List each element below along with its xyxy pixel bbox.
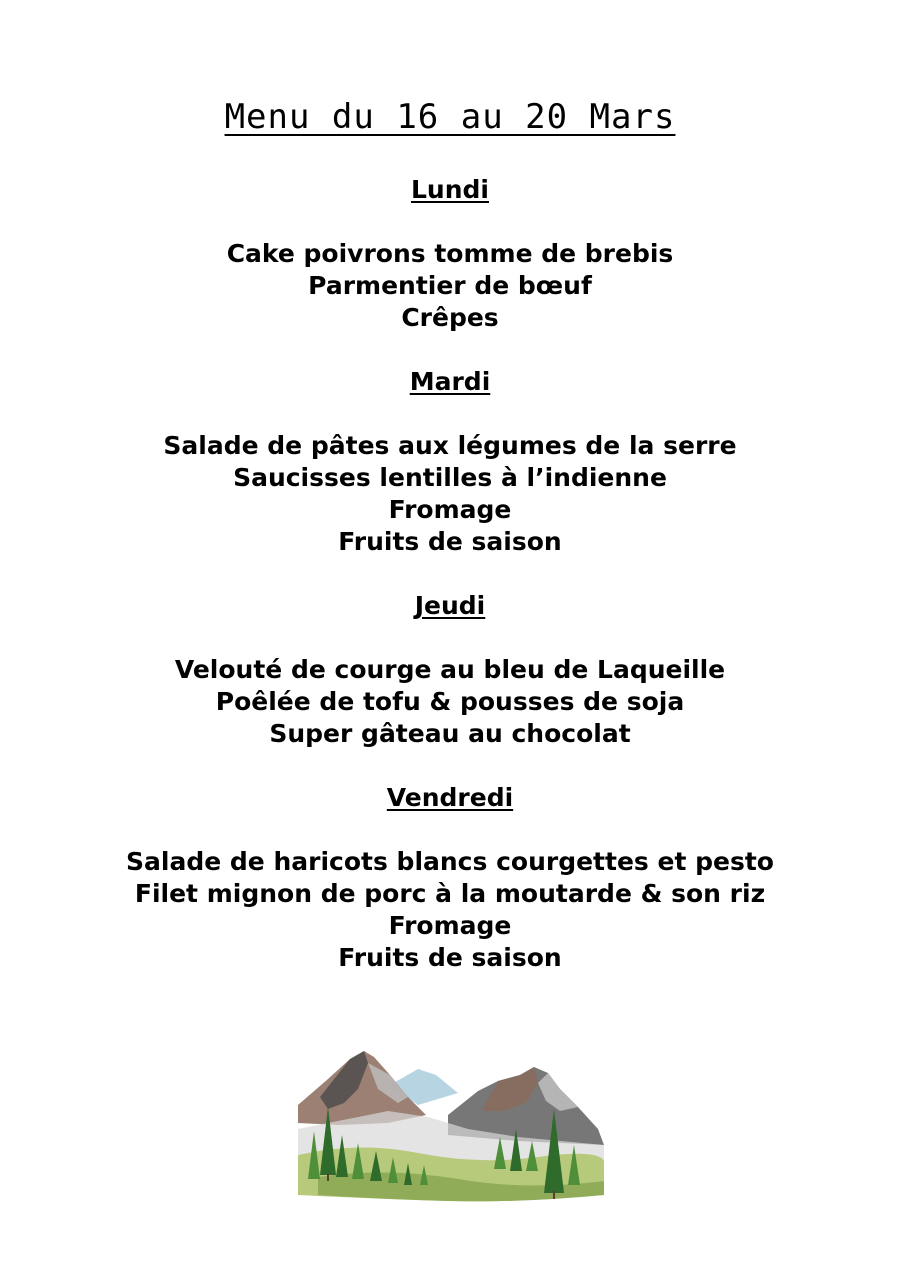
dish-item: Velouté de courge au bleu de Laqueille	[174, 655, 726, 684]
dish-item: Salade de haricots blancs courgettes et pesto	[126, 847, 774, 876]
dish-item: Salade de pâtes aux légumes de la serre	[163, 431, 737, 460]
day-block-mardi	[0, 366, 900, 590]
dish-item: Fruits de saison	[338, 527, 562, 556]
dish-item: Crêpes	[401, 303, 499, 332]
page-title-text: Menu du 16 au 20 Mars	[224, 97, 676, 137]
dish-item: Poêlée de tofu & pousses de soja	[215, 687, 685, 716]
weekly-menu	[0, 174, 900, 974]
dish-item: Saucisses lentilles à l’indienne	[233, 463, 667, 492]
day-block-lundi	[0, 174, 900, 366]
day-block-jeudi	[0, 590, 900, 782]
dish-item: Super gâteau au chocolat	[269, 719, 631, 748]
dish-item: Parmentier de bœuf	[308, 271, 592, 300]
day-heading: Lundi	[411, 175, 489, 204]
page-title	[0, 92, 900, 142]
dish-item: Fromage	[388, 911, 512, 940]
day-block-vendredi	[0, 782, 900, 974]
dish-item: Cake poivrons tomme de brebis	[226, 239, 674, 268]
watercolor-mountain-landscape-icon	[298, 1045, 604, 1203]
day-heading: Jeudi	[414, 591, 486, 620]
dish-item: Fromage	[388, 495, 512, 524]
day-heading: Vendredi	[386, 783, 514, 812]
day-heading: Mardi	[409, 367, 491, 396]
dish-item: Filet mignon de porc à la moutarde & son riz	[134, 879, 766, 908]
dish-item: Fruits de saison	[338, 943, 562, 972]
